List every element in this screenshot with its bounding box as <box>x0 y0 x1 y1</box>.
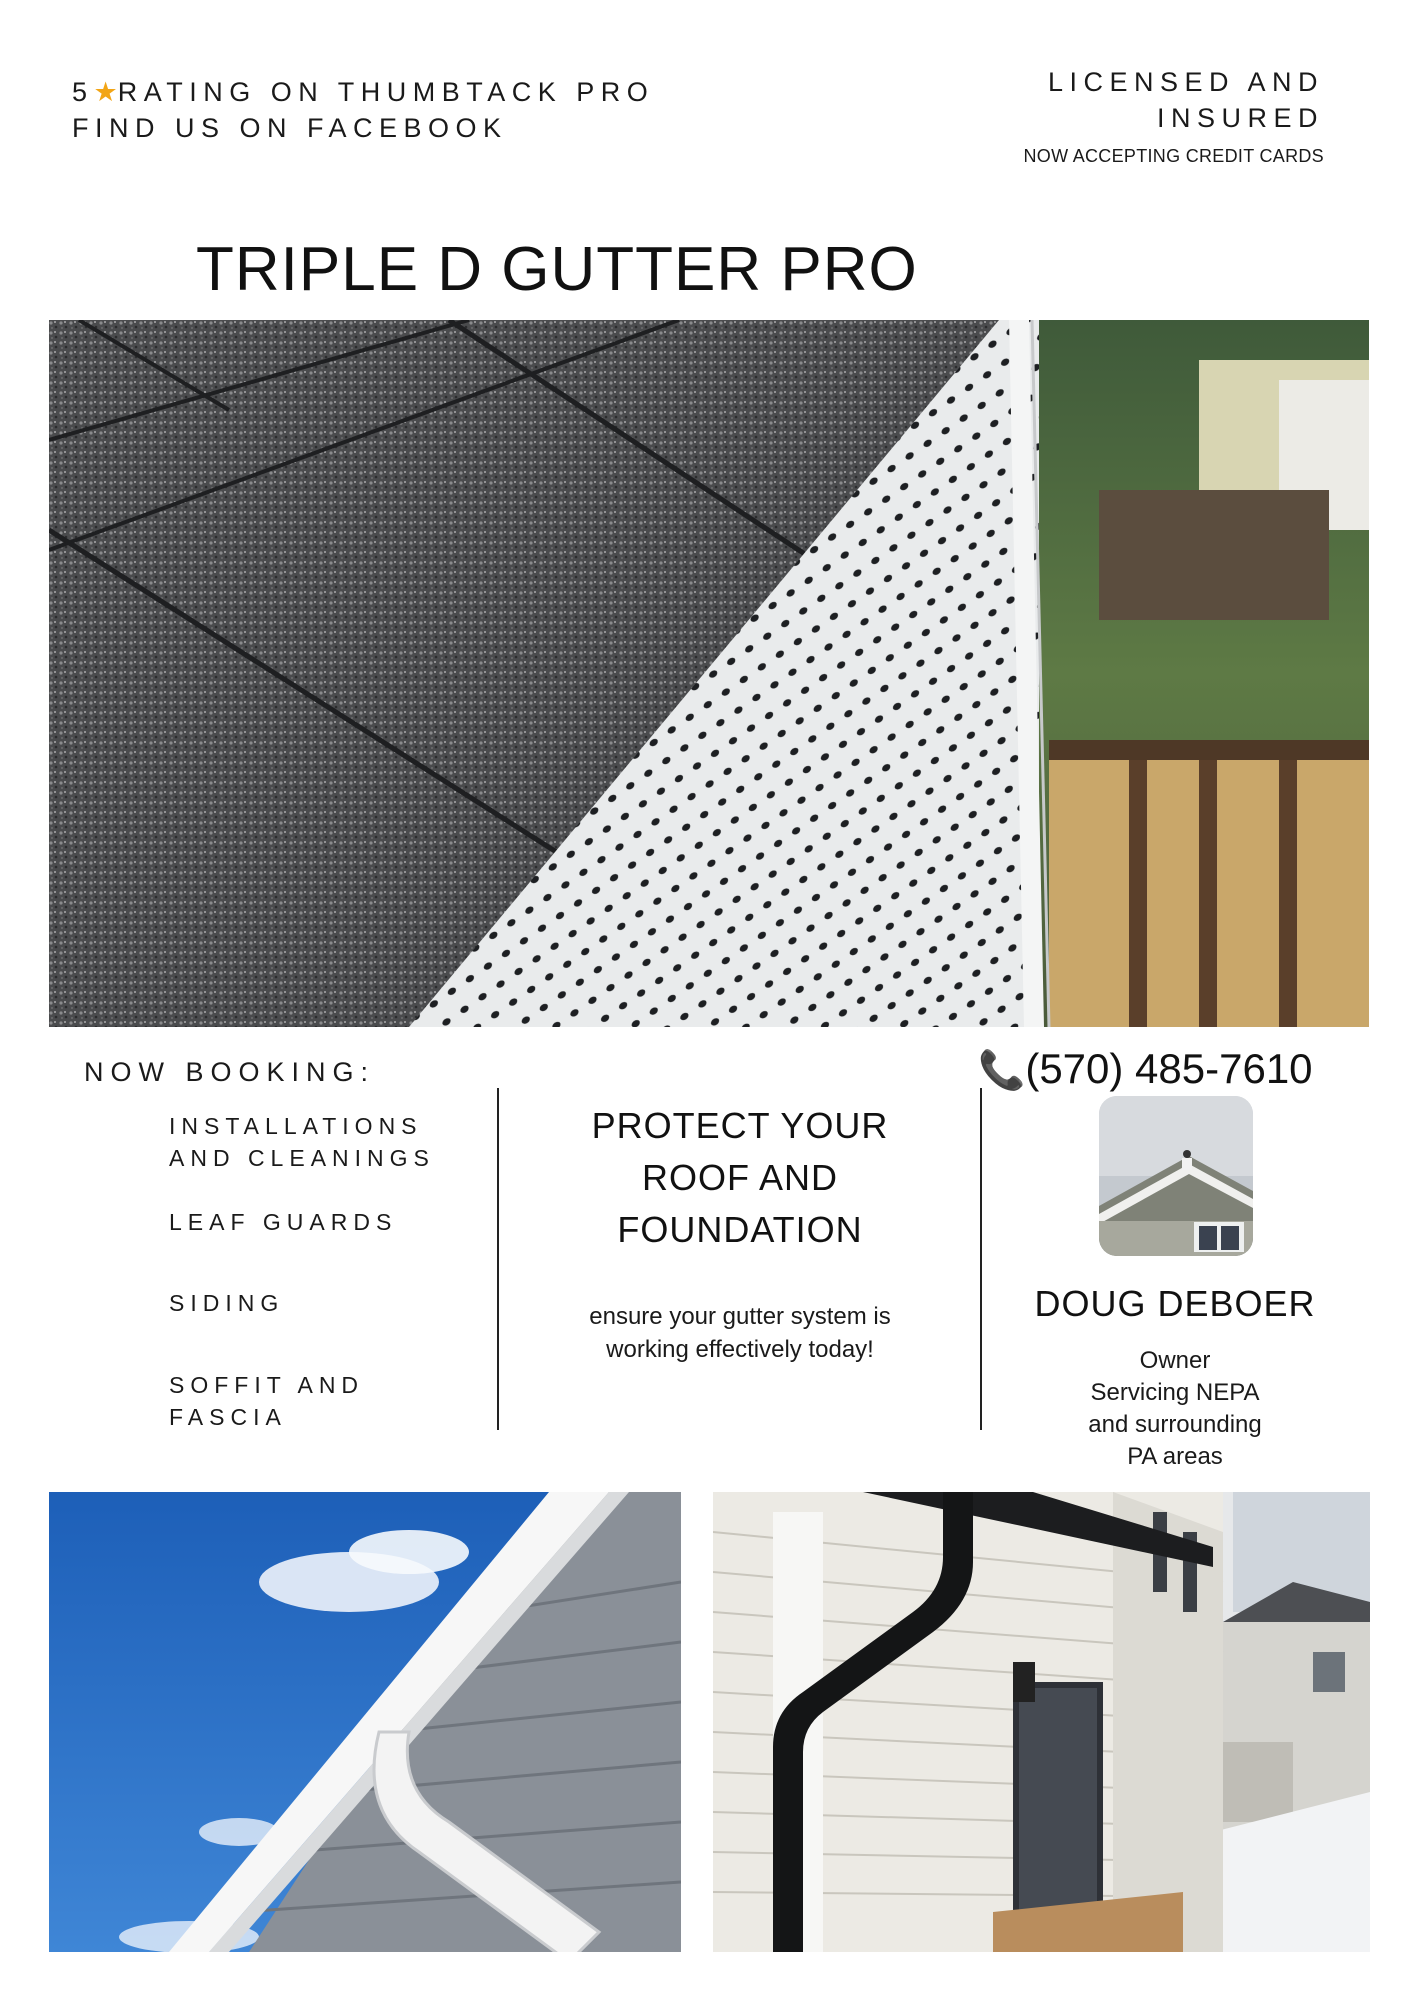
star-icon: ★ <box>93 77 118 107</box>
service-soffit-fascia <box>169 1369 364 1433</box>
licensed-line-2: INSURED <box>1156 103 1324 133</box>
column-divider-left <box>497 1088 499 1430</box>
owner-name: DOUG DEBOER <box>1034 1283 1316 1324</box>
promo-subtext <box>520 1300 960 1366</box>
credit-cards-note: NOW ACCEPTING CREDIT CARDS <box>1023 146 1324 166</box>
rating-number: 5 <box>72 77 94 107</box>
service-siding <box>169 1287 284 1319</box>
owner-info <box>1000 1345 1350 1473</box>
booking-heading: NOW BOOKING: <box>84 1057 376 1087</box>
service-area-line: Servicing NEPA <box>1090 1379 1260 1406</box>
licensed-line-1: LICENSED AND <box>1047 67 1324 97</box>
service-area-line: and surrounding <box>1088 1411 1262 1438</box>
phone-contact[interactable] <box>978 1045 1313 1093</box>
column-divider-right <box>980 1088 982 1430</box>
page-title: TRIPLE D GUTTER PRO <box>196 235 918 304</box>
service-line: FASCIA <box>169 1404 287 1430</box>
header-left <box>72 74 654 146</box>
hero-gutter-guard-photo <box>49 320 1369 1027</box>
service-line: SIDING <box>169 1290 285 1316</box>
facebook-line: FIND US ON FACEBOOK <box>72 113 508 143</box>
service-line: LEAF GUARDS <box>169 1209 398 1235</box>
white-gutter-photo <box>49 1492 681 1952</box>
service-line: INSTALLATIONS <box>169 1113 423 1139</box>
rating-line <box>72 74 654 110</box>
promo-headline <box>500 1100 980 1256</box>
owner-photo <box>1099 1096 1253 1256</box>
promo-sub-line: working effectively today! <box>606 1336 874 1363</box>
header-right <box>1024 64 1325 167</box>
rating-text: RATING ON THUMBTACK PRO <box>117 77 655 107</box>
black-gutter-photo <box>713 1492 1370 1952</box>
service-area-line: PA areas <box>1127 1443 1223 1470</box>
phone-number[interactable]: (570) 485-7610 <box>1025 1045 1313 1092</box>
service-leaf-guards <box>169 1206 397 1238</box>
owner-role: Owner <box>1139 1347 1211 1374</box>
service-line: SOFFIT AND <box>169 1372 365 1398</box>
service-line: AND CLEANINGS <box>169 1145 435 1171</box>
phone-icon: 📞 <box>978 1050 1026 1092</box>
promo-sub-line: ensure your gutter system is <box>589 1303 891 1330</box>
promo-line: PROTECT YOUR <box>591 1105 889 1146</box>
promo-line: ROOF AND <box>641 1157 838 1198</box>
service-installations <box>169 1110 435 1174</box>
promo-line: FOUNDATION <box>617 1209 863 1250</box>
